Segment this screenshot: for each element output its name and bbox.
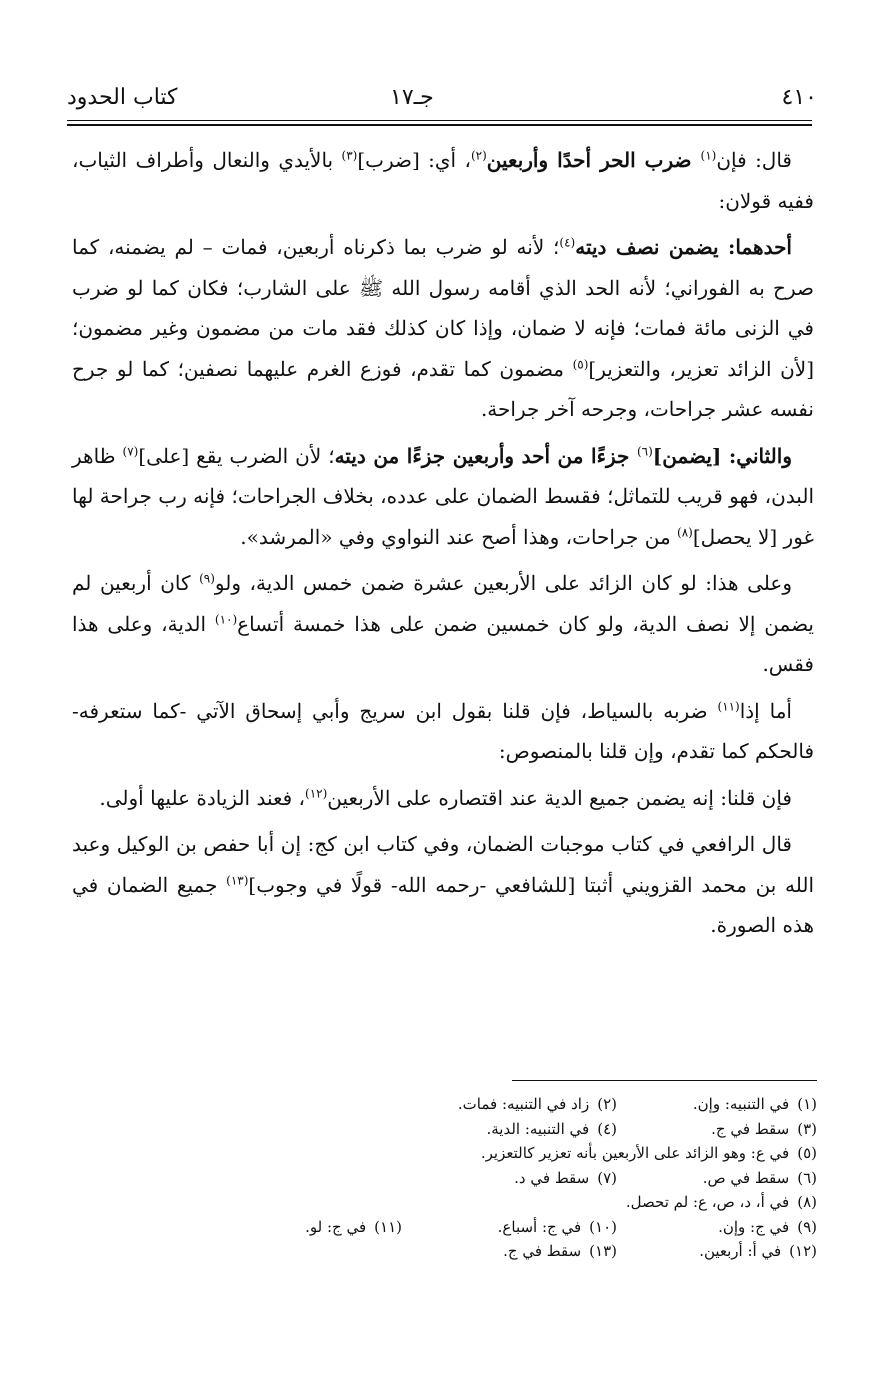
footnote-marker[interactable]: (٣) (341, 148, 358, 163)
text-run: قال الرافعي في كتاب موجبات الضمان، وفي كتاب ابن كج: إن أبا حفص بن الوكيل وعبد الله بن محمد القزويني أثبتا [للشافعي -رحمه الله- قولًا في وجوب] (72, 832, 814, 897)
footnote-item (617, 1117, 817, 1142)
footnote-number: (٣) (797, 1119, 817, 1138)
footnote-number: (٩) (797, 1217, 817, 1236)
footnote-item (617, 1092, 817, 1117)
text-run: ظاهر البدن، فهو قريب للتماثل؛ فقسط الضمان على عدده، بخلاف الجراحات؛ فإنه رب جراحة لها غور [لا يحصل] (72, 443, 814, 549)
footnote-line (117, 1215, 817, 1240)
footnote-marker[interactable]: (٧) (122, 443, 139, 458)
footnotes (117, 1092, 817, 1264)
text-run: ، أي: [ضرب] (357, 148, 471, 172)
footnote-marker[interactable]: (٨) (677, 524, 693, 539)
bold-text-run: أحدهما: يضمن نصف ديته (575, 235, 792, 259)
text-run: وعلى هذا: لو كان الزائد على الأربعين عشرة ضمن خمس الدية، ولو (214, 571, 793, 595)
footnote-text: في التنبيه: الدية. (486, 1119, 590, 1138)
text-run: من جراحات، وهذا أصح عند النواوي وفي «المرشد». (240, 524, 678, 549)
footnote-number: (١٢) (789, 1242, 817, 1260)
footnote-number: (٦) (797, 1168, 817, 1187)
footnote-item (481, 1141, 817, 1166)
footnote-item (305, 1215, 402, 1240)
footnote-text: زاد في التنبيه: فمات. (457, 1095, 590, 1113)
footnote-marker[interactable]: (٩) (199, 571, 215, 586)
footnote-text: في أ: أربعين. (699, 1242, 782, 1260)
footnote-text: في ج: وإن. (718, 1217, 790, 1236)
footnote-number: (١٣) (589, 1242, 617, 1260)
footnote-text: سقط في ج. (711, 1119, 790, 1138)
footnote-marker[interactable]: (١٠) (214, 611, 238, 626)
footnote-text: في أ، د، ص، ع: لم تحصل. (625, 1193, 790, 1211)
text-run: مضمون كما تقدم، فوزع الغرم عليهما نصفين؛ كما لو جرح نفسه عشر جراحات، وجرحه آخر جراحة. (72, 356, 814, 421)
footnote-text: في ج: أسباع. (497, 1217, 582, 1236)
footnote-text: سقط في د. (514, 1168, 590, 1187)
footnote-marker[interactable]: (٢) (470, 148, 487, 163)
paragraph-7 (72, 824, 814, 946)
footnote-item (626, 1190, 817, 1215)
text-run: بالأيدي والنعال وأطراف الثياب، ففيه قولان: (72, 148, 814, 213)
footnote-text: سقط في ص. (702, 1168, 790, 1187)
paragraph-4 (72, 563, 814, 685)
bold-text-run: والثاني: [يضمن] (652, 443, 792, 468)
bold-text-run: ضرب الحر أحدًا وأربعين (486, 148, 701, 172)
footnote-text: في ج: لو. (305, 1217, 367, 1236)
footnote-line (117, 1141, 817, 1166)
text-run: أما إذا (739, 698, 792, 723)
footnote-marker[interactable]: (١) (700, 148, 717, 163)
text-run: ؛ لأنه لو ضرب بما ذكرناه أربعين، فمات – لم يضمنه، كما صرح به الفوراني؛ لأنه الحد الذي أقامه رسول الله ﷺ على الشارب؛ فكان كما لو ضرب في الزنى مائة فمات؛ فإنه لا ضمان، وإذا كان كذلك فقد مات من مضمون وغير مضمون؛ [لأن الزائد تعزير، والتعزير] (72, 235, 815, 381)
text-run: ، فعند الزيادة عليها أولى. (99, 785, 306, 810)
footnote-number: (١) (797, 1095, 817, 1113)
header-rule-thick (67, 124, 812, 126)
paragraph-6 (72, 778, 814, 819)
book-title: كتاب الحدود (67, 85, 178, 110)
footnote-item (486, 1117, 617, 1142)
footnote-number: (٨) (797, 1193, 817, 1211)
paragraph-3 (72, 436, 814, 558)
footnote-marker[interactable]: (١٢) (305, 785, 328, 800)
text-run: فإن قلنا: إنه يضمن جميع الدية عند اقتصاره على الأربعين (327, 785, 792, 810)
footnote-number: (٤) (597, 1119, 617, 1138)
footnote-line (117, 1190, 817, 1215)
footnote-marker[interactable]: (١٣) (226, 872, 249, 887)
footnote-item (402, 1215, 617, 1240)
paragraph-2 (72, 227, 814, 430)
footnote-text: في ع: وهو الزائد على الأربعين بأنه تعزير كالتعزير. (480, 1144, 790, 1162)
footnote-number: (٥) (797, 1144, 817, 1162)
footnote-number: (١٠) (589, 1217, 617, 1236)
footnote-number: (١١) (374, 1217, 402, 1236)
text-run: جميع الضمان في هذه الصورة. (72, 872, 814, 937)
footnote-item (617, 1166, 817, 1191)
body-text (72, 140, 814, 952)
text-run: كان أربعين لم يضمن إلا نصف الدية، ولو كان خمسين ضمن على هذا خمسة أتساع (72, 571, 815, 636)
footnote-line (117, 1117, 817, 1142)
footnote-line (117, 1166, 817, 1191)
text-run: الدية، وعلى هذا فقس. (72, 611, 814, 676)
footnote-number: (٧) (597, 1168, 617, 1187)
paragraph-5 (72, 691, 814, 772)
footnote-marker[interactable]: (٤) (559, 235, 576, 250)
footnote-text: في التنبيه: وإن. (692, 1095, 790, 1113)
text-run: ؛ لأن الضرب يقع [على] (138, 443, 335, 468)
footnote-item (503, 1239, 617, 1264)
footnote-item (514, 1166, 617, 1191)
footnote-item (617, 1215, 817, 1240)
footnote-line (117, 1092, 817, 1117)
text-run: قال: فإن (716, 148, 792, 172)
footnote-separator (512, 1080, 817, 1081)
footnote-marker[interactable]: (٥) (572, 356, 589, 371)
footnote-text: سقط في ج. (503, 1242, 582, 1260)
header-rule-thin (67, 120, 812, 121)
bold-text-run: جزءًا من أحد وأربعين جزءًا من ديته (334, 443, 637, 468)
footnote-item (458, 1092, 617, 1117)
footnote-marker[interactable]: (٦) (636, 443, 653, 458)
page-number: ٤١٠ (781, 85, 817, 110)
footnote-line (117, 1239, 817, 1264)
footnote-item (617, 1239, 817, 1264)
text-run: ضربه بالسياط، فإن قلنا بقول ابن سريج وأبي إسحاق الآتي -كما ستعرفه- فالحكم كما تقدم، وإن قلنا بالمنصوص: (72, 698, 814, 763)
footnote-marker[interactable]: (١١) (717, 698, 740, 713)
paragraph-1 (72, 140, 814, 221)
volume-label: جـ١٧ (390, 85, 434, 110)
footnote-number: (٢) (597, 1095, 617, 1113)
